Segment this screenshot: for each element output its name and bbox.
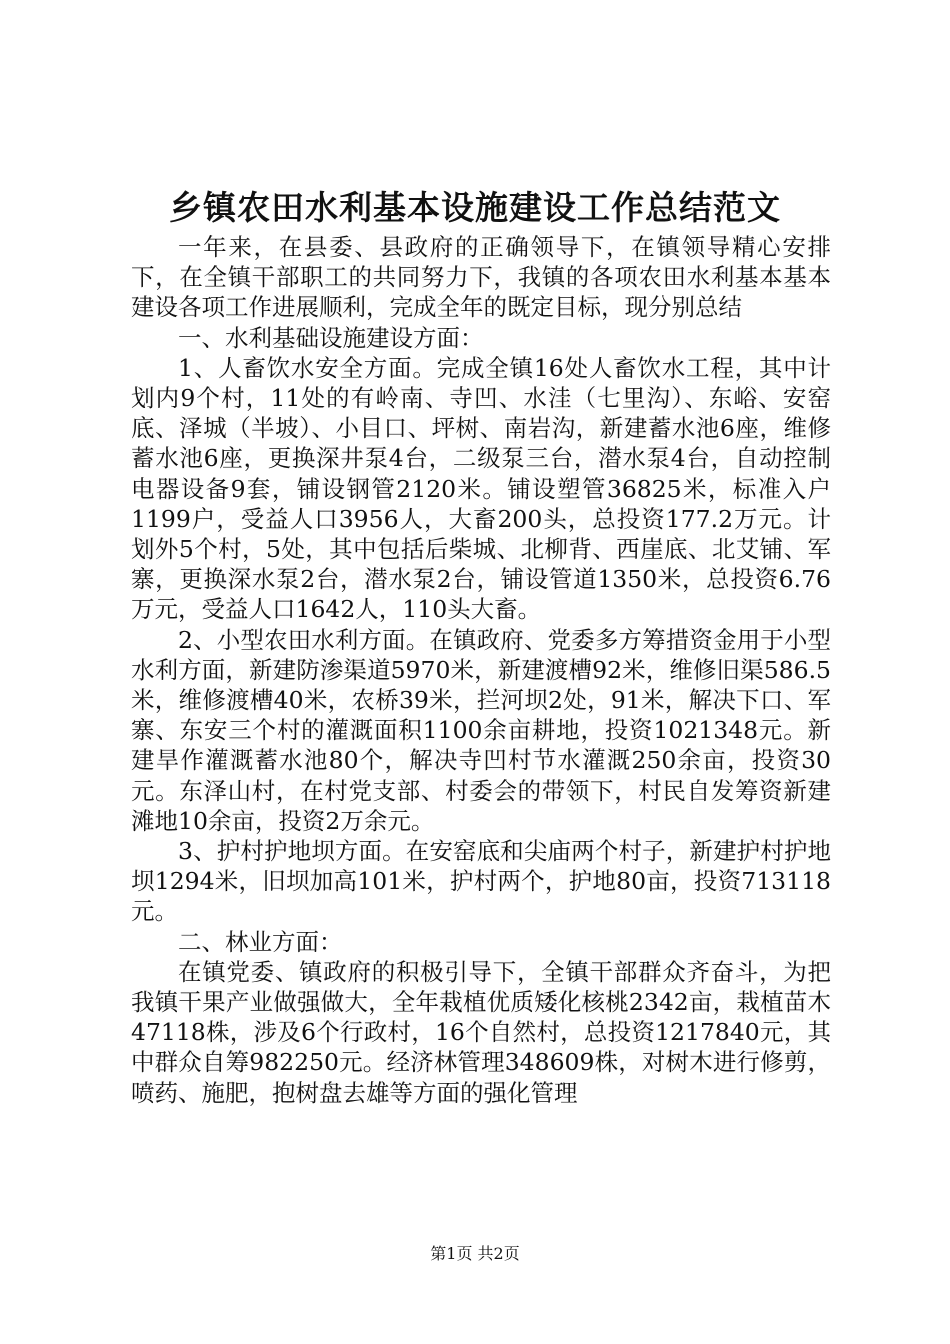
- paragraph-dam: 3、护村护地坝方面。在安窑底和尖庙两个村子，新建护村护地坝1294米，旧坝加高101米，护村两个，护地80亩，投资713118元。: [131, 837, 831, 926]
- paragraph-intro: 一年来，在县委、县政府的正确领导下，在镇领导精心安排下，在全镇干部职工的共同努力下，我镇的各项农田水利基本基本建设各项工作进展顺利，完成全年的既定目标，现分别总结: [131, 233, 831, 322]
- document-body: [131, 232, 831, 1108]
- section-heading-water: 一、水利基础设施建设方面：: [178, 323, 484, 352]
- page-number: 第1页 共2页: [430, 1244, 520, 1263]
- paragraph-forestry: 在镇党委、镇政府的积极引导下，全镇干部群众齐奋斗，为把我镇干果产业做强做大，全年栽植优质矮化核桃2342亩，栽植苗木47118株，涉及6个行政村，16个自然村，总投资1217840元，其中群众自筹982250元。经济林管理348609株，对树木进行修剪，喷药、施肥，抱树盘去雄等方面的强化管理: [131, 957, 831, 1107]
- paragraph-small-irrigation: 2、小型农田水利方面。在镇政府、党委多方筹措资金用于小型水利方面，新建防渗渠道5970米，新建渡槽92米，维修旧渠586.5米，维修渡槽40米，农桥39米，拦河坝2处，91米，解决下口、军寨、东安三个村的灌溉面积1100余亩耕地，投资1021348元。新建旱作灌溉蓄水池80个，解决寺凹村节水灌溉250余亩，投资30元。东泽山村，在村党支部、村委会的带领下，村民自发筹资新建滩地10余亩，投资2万余元。: [131, 625, 831, 835]
- section-heading-forestry: 二、林业方面：: [178, 927, 343, 956]
- document-title: 乡镇农田水利基本设施建设工作总结范文: [169, 188, 781, 227]
- paragraph-drinking-water: 1、人畜饮水安全方面。完成全镇16处人畜饮水工程，其中计划内9个村，11处的有岭南、寺凹、水洼（七里沟）、东峪、安窑底、泽城（半坡）、小目口、坪树、南岩沟，新建蓄水池6座，维修蓄水池6座，更换深井泵4台，二级泵三台，潜水泵4台，自动控制电器设备9套，铺设钢管2120米。铺设塑管36825米，标准入户1199户，受益人口3956人，大畜200头，总投资177.2万元。计划外5个村，5处，其中包括后柴城、北柳背、西崖底、北艾铺、军寨，更换深水泵2台，潜水泵2台，铺设管道1350米，总投资6.76万元，受益人口1642人，110头大畜。: [131, 353, 831, 624]
